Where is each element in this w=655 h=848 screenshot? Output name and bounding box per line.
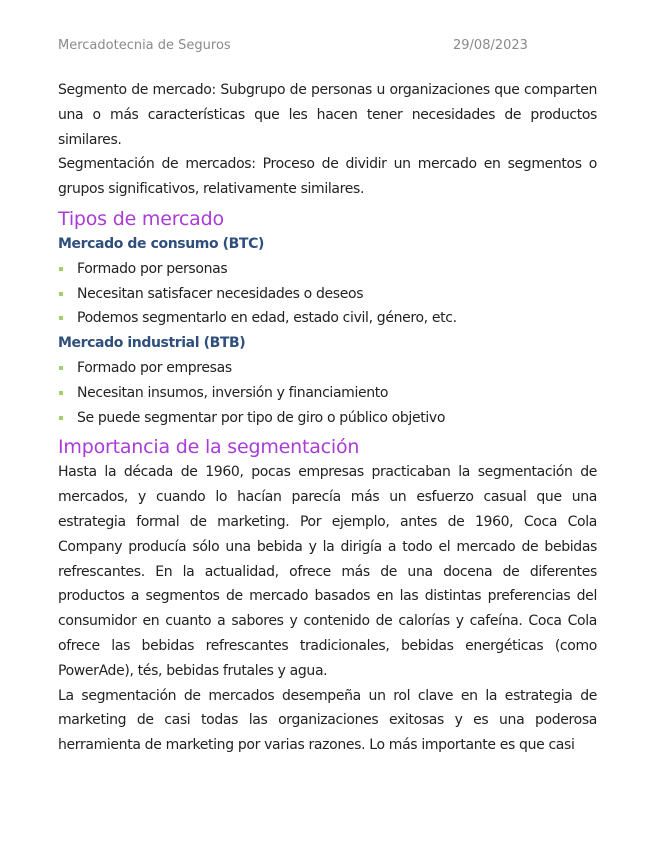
document-body	[58, 78, 597, 758]
list-mercado-consumo	[58, 257, 597, 331]
heading-tipos-de-mercado: Tipos de mercado	[58, 207, 224, 230]
paragraph-historia-coca-cola: Hasta la década de 1960, pocas empresas practicaban la segmentación de mercados, y cuando lo hacían parecía más un esfuerzo casual que una estrategia formal de marketing. Por ejemplo, antes de 1960, Coca Cola Company producía sólo una bebida y la dirigía a todo el mercado de bebidas refrescantes. En la actualidad, ofrece más de una docena de diferentes productos a segmentos de mercado basados en las distintas preferencias del consumidor en cuanto a sabores y contenido de calorías y cafeína. Coca Cola ofrece las bebidas refrescantes tradicionales, bebidas energéticas (como PowerAde), tés, bebidas frutales y agua.	[58, 464, 597, 679]
definition-segmento: Segmento de mercado: Subgrupo de personas u organizaciones que comparten una o más características que les hacen tener necesidades de productos similares.	[58, 82, 597, 148]
square-bullet-icon	[59, 292, 63, 296]
list-item: Se puede segmentar por tipo de giro o público objetivo	[58, 406, 597, 431]
square-bullet-icon	[59, 267, 63, 271]
list-mercado-industrial	[58, 356, 597, 430]
subheading-mercado-industrial: Mercado industrial (BTB)	[58, 335, 246, 352]
paragraph-rol-segmentacion: La segmentación de mercados desempeña un rol clave en la estrategia de marketing de casi todas las organizaciones exitosas y es una poderosa herramienta de marketing por varias razones. Lo más importante es que casi	[58, 687, 597, 754]
header-date: 29/08/2023	[453, 38, 528, 53]
heading-importancia-segmentacion: Importancia de la segmentación	[58, 436, 360, 459]
square-bullet-icon	[59, 366, 63, 370]
square-bullet-icon	[59, 391, 63, 395]
subheading-mercado-consumo: Mercado de consumo (BTC)	[58, 235, 264, 252]
list-item: Formado por personas	[58, 257, 597, 282]
square-bullet-icon	[59, 316, 63, 320]
list-item: Necesitan insumos, inversión y financiamiento	[58, 381, 597, 406]
square-bullet-icon	[59, 416, 63, 420]
list-item: Necesitan satisfacer necesidades o deseos	[58, 282, 597, 307]
page-header	[58, 38, 598, 53]
course-title: Mercadotecnia de Seguros	[58, 38, 231, 53]
list-item: Formado por empresas	[58, 356, 597, 381]
list-item: Podemos segmentarlo en edad, estado civil, género, etc.	[58, 306, 597, 331]
definition-segmentacion: Segmentación de mercados: Proceso de dividir un mercado en segmentos o grupos significativos, relativamente similares.	[58, 156, 597, 198]
